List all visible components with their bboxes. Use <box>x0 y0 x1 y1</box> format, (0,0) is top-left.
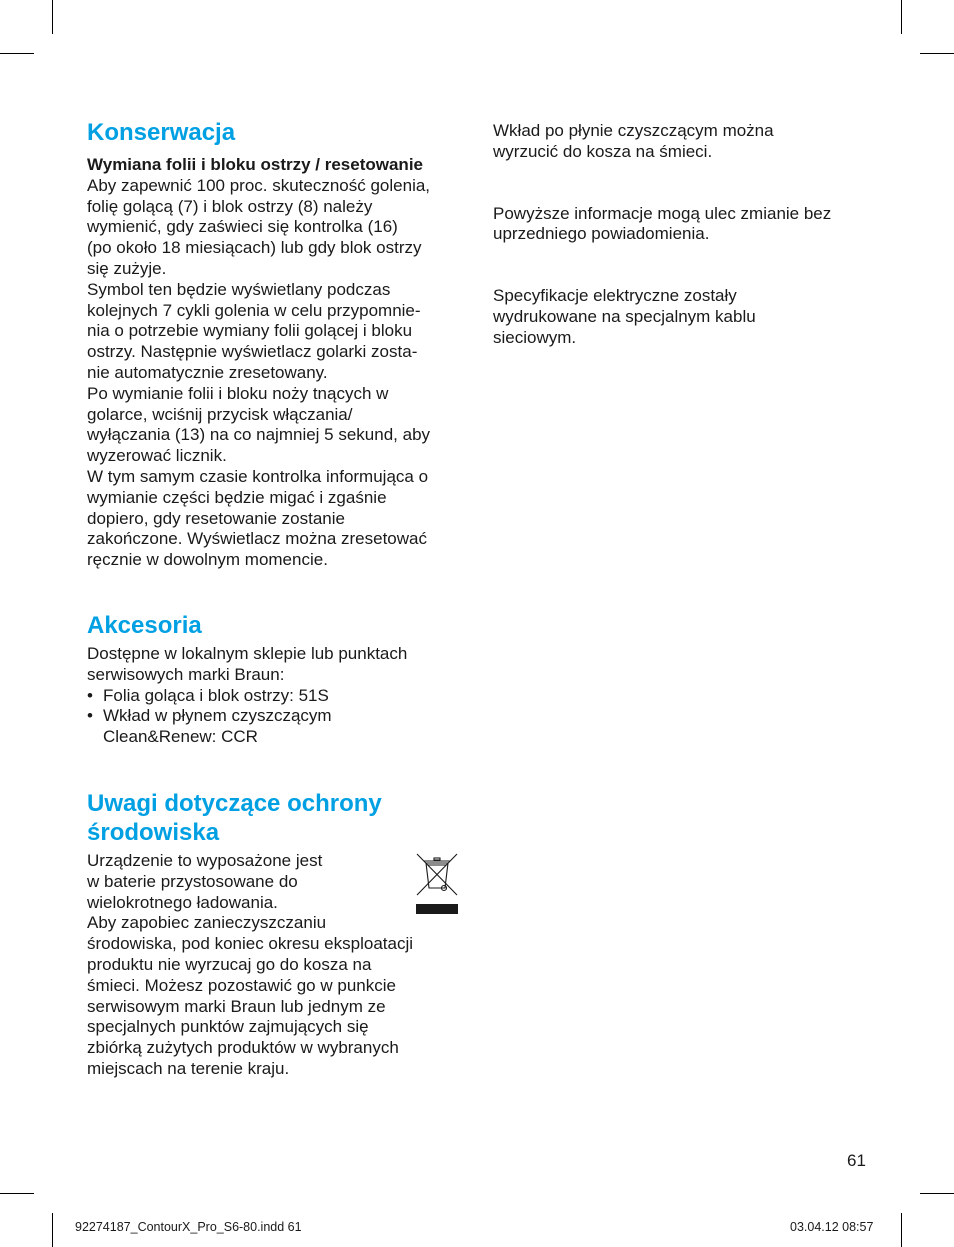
accessory-list <box>87 686 459 748</box>
text-line: Symbol ten będzie wyświetlany podczas <box>87 279 391 299</box>
text-line: środowiska, pod koniec okresu eksploatacji <box>87 934 414 954</box>
text-line: zbiórką zużytych produktów w wybranych <box>87 1038 399 1058</box>
text-line: wyzerować licznik. <box>87 446 227 466</box>
right-column <box>493 121 878 349</box>
text-line: Dostępne w lokalnym sklepie lub punktach <box>87 643 408 663</box>
text-line: (po około 18 miesiącach) lub gdy blok ostrzy <box>87 238 422 258</box>
text-line: Specyfikacje elektryczne zostały <box>493 286 737 306</box>
text-line: ostrzy. Następnie wyświetlacz golarki zosta- <box>87 342 418 362</box>
crop-mark <box>0 1193 34 1194</box>
text-line: wymienić, gdy zaświeci się kontrolka (16) <box>87 217 398 237</box>
list-item <box>87 686 459 707</box>
text-line: śmieci. Możesz pozostawić go w punkcie <box>87 975 396 995</box>
footer-date: 03.04.12 08:57 <box>790 1220 874 1234</box>
footer-file-info: 92274187_ContourX_Pro_S6-80.indd 61 <box>75 1220 302 1234</box>
text-line: serwisowym marki Braun lub jednym ze <box>87 996 386 1016</box>
text-line: w baterie przystosowane do <box>87 871 298 891</box>
subheading: Wymiana folii i bloku ostrzy / resetowanie <box>87 155 423 174</box>
crop-mark <box>920 53 954 54</box>
text-line: wyłączania (13) na co najmniej 5 sekund, aby <box>87 425 431 445</box>
crossed-out-wheelie-bin-icon <box>415 851 459 917</box>
section-heading: Uwagi dotyczące ochrony <box>87 789 382 817</box>
text-line: serwisowych marki Braun: <box>87 664 285 684</box>
paragraph-disposal <box>493 121 878 163</box>
section-konserwacja <box>87 118 459 571</box>
text-line: Urządzenie to wyposażone jest <box>87 850 323 870</box>
text-line: miejscach na terenie kraju. <box>87 1058 290 1078</box>
list-item-text: Clean&Renew: CCR <box>103 727 258 747</box>
page-number: 61 <box>847 1151 866 1170</box>
text-line: Po wymianie folii i bloku noży tnących w <box>87 383 389 403</box>
bullet: • <box>87 685 93 705</box>
text-line: kolejnych 7 cykli golenia w celu przypomnie- <box>87 300 421 320</box>
crop-mark <box>52 1213 53 1247</box>
crop-mark <box>901 1213 902 1247</box>
text-line: ręcznie w dowolnym momencie. <box>87 550 328 570</box>
paragraph-notice <box>493 204 878 246</box>
list-item <box>87 706 459 748</box>
text-line: produktu nie wyrzucaj go do kosza na <box>87 954 372 974</box>
body-text <box>87 176 459 571</box>
text-line: Aby zapobiec zanieczyszczaniu <box>87 913 327 933</box>
spacer <box>87 571 459 611</box>
crop-mark <box>901 0 902 34</box>
text-line: golarce, wciśnij przycisk włączania/ <box>87 404 353 424</box>
text-line: folię golącą (7) i blok ostrzy (8) należy <box>87 196 373 216</box>
environment-body <box>87 851 459 1080</box>
left-column <box>87 118 459 1080</box>
crop-mark <box>52 0 53 34</box>
text-line: wyrzucić do kosza na śmieci. <box>493 141 713 161</box>
text-line: Aby zapewnić 100 proc. skuteczność golenia, <box>87 175 431 195</box>
section-heading: środowiska <box>87 818 220 846</box>
list-item-text: Wkład w płynem czyszczącym <box>103 706 332 726</box>
bullet: • <box>87 706 93 726</box>
crop-mark <box>920 1193 954 1194</box>
text-line: Wkład po płynie czyszczącym można <box>493 121 774 140</box>
section-heading: Konserwacja <box>87 119 236 146</box>
section-akcesoria <box>87 611 459 748</box>
text-line: wymianie części będzie migać i zgaśnie <box>87 487 387 507</box>
text-line: wielokrotnego ładowania. <box>87 892 278 912</box>
spacer <box>87 748 459 789</box>
text-line: nie automatycznie zresetowany. <box>87 362 328 382</box>
text-line: W tym samym czasie kontrolka informująca o <box>87 466 429 486</box>
text-line: uprzedniego powiadomienia. <box>493 224 710 244</box>
text-line: dopiero, gdy resetowanie zostanie <box>87 508 345 528</box>
section-ochrona-srodowiska <box>87 789 459 1080</box>
text-line: zakończone. Wyświetlacz można zresetować <box>87 529 427 549</box>
text-line: się zużyje. <box>87 258 167 278</box>
paragraph-specifications <box>493 286 878 348</box>
text-line: wydrukowane na specjalnym kablu <box>493 306 756 326</box>
text-line: specjalnych punktów zajmujących się <box>87 1017 369 1037</box>
section-heading: Akcesoria <box>87 611 202 639</box>
text-line: nia o potrzebie wymiany folii golącej i bloku <box>87 321 413 341</box>
text-line: sieciowym. <box>493 327 577 347</box>
list-item-text: Folia goląca i blok ostrzy: 51S <box>103 685 329 705</box>
crop-mark <box>0 53 34 54</box>
text-line: Powyższe informacje mogą ulec zmianie bez <box>493 203 832 223</box>
